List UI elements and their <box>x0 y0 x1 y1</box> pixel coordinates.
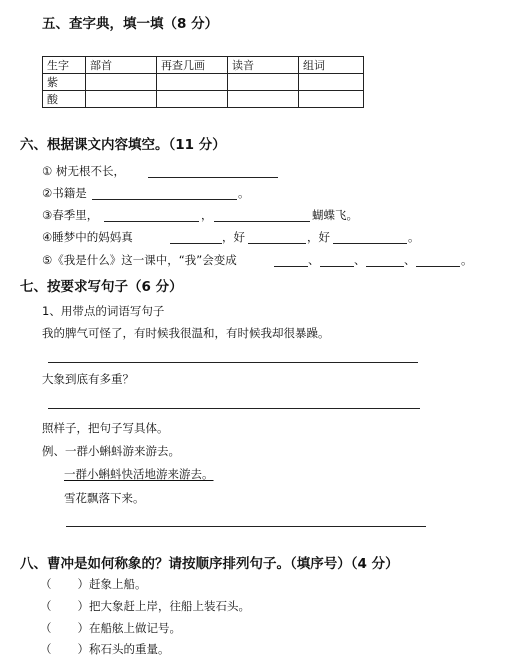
sentence: 雪花飘落下来。 <box>64 491 145 505</box>
section7-title: 七、按要求写句子（6 分） <box>20 279 183 295</box>
blank-line[interactable] <box>320 266 354 267</box>
blank-line[interactable] <box>248 243 306 244</box>
answer-cell[interactable] <box>157 74 228 91</box>
punct: 。 <box>238 186 250 200</box>
answer-cell[interactable] <box>299 74 364 91</box>
blank-line[interactable] <box>170 243 222 244</box>
paren-open: （ <box>40 621 52 635</box>
order-text: 在船舷上做记号。 <box>89 621 181 635</box>
order-item <box>40 620 181 636</box>
section8-title: 八、曹冲是如何称象的？请按顺序排列句子。（填序号）（4 分） <box>20 556 399 572</box>
punct: 、 <box>308 253 320 267</box>
blank-line[interactable] <box>214 221 310 222</box>
example-answer: 一群小蝌蚪快活地游来游去。 <box>64 467 214 481</box>
fill-item-5: ⑤《我是什么》这一课中，“我”会变成 <box>42 253 237 267</box>
blank-line[interactable] <box>104 221 199 222</box>
blank-line[interactable] <box>92 199 237 200</box>
order-text: 赶象上船。 <box>89 577 147 591</box>
example: 例、一群小蝌蚪游来游去。 <box>42 444 180 458</box>
answer-line[interactable] <box>48 408 420 409</box>
header-cell: 部首 <box>86 57 157 74</box>
punct: 、 <box>404 253 416 267</box>
table-row <box>43 91 364 108</box>
answer-cell[interactable] <box>299 91 364 108</box>
character-cell: 酸 <box>43 91 86 108</box>
paren-open: （ <box>40 642 52 656</box>
answer-cell[interactable] <box>86 74 157 91</box>
sub-instruction: 1、用带点的词语写句子 <box>42 304 165 318</box>
section6-title: 六、根据课文内容填空。（11 分） <box>20 137 226 153</box>
blank-line[interactable] <box>333 243 407 244</box>
fill-item-3: ③春季里， <box>42 208 99 222</box>
order-item <box>40 598 250 614</box>
header-cell: 组词 <box>299 57 364 74</box>
character-cell: 紫 <box>43 74 86 91</box>
order-item <box>40 576 147 592</box>
blank-line[interactable] <box>148 177 278 178</box>
fill-item-4-mid2: ，好 <box>307 230 330 244</box>
sub-instruction: 照样子，把句子写具体。 <box>42 421 169 435</box>
punct: 、 <box>354 253 366 267</box>
blank-line[interactable] <box>366 266 404 267</box>
paren-close: ） <box>77 577 89 591</box>
paren-open: （ <box>40 577 52 591</box>
section5-title: 五、查字典，填一填（8 分） <box>42 16 219 32</box>
fill-item-2: ②书籍是 <box>42 186 87 200</box>
answer-cell[interactable] <box>86 91 157 108</box>
order-text: 称石头的重量。 <box>89 642 170 656</box>
answer-cell[interactable] <box>228 74 299 91</box>
paren-open: （ <box>40 599 52 613</box>
paren-close: ） <box>77 621 89 635</box>
answer-line[interactable] <box>66 526 426 527</box>
paren-close: ） <box>77 642 89 656</box>
header-cell: 再查几画 <box>157 57 228 74</box>
header-cell: 生字 <box>43 57 86 74</box>
sentence: 我的脾气可怪了，有时候我很温和，有时候我却很暴躁。 <box>42 326 330 340</box>
sentence: 大象到底有多重？ <box>42 372 134 386</box>
punct: ， <box>201 208 213 222</box>
order-text: 把大象赶上岸，往船上装石头。 <box>89 599 250 613</box>
punct: 。 <box>408 230 420 244</box>
punct: 。 <box>461 253 473 267</box>
blank-line[interactable] <box>416 266 460 267</box>
fill-item-4: ④睡梦中的妈妈真 <box>42 230 133 244</box>
order-item <box>40 641 170 657</box>
table-header-row <box>43 57 364 74</box>
paren-close: ） <box>77 599 89 613</box>
fill-item-4-mid1: ，好 <box>222 230 245 244</box>
answer-line[interactable] <box>48 362 418 363</box>
blank-line[interactable] <box>274 266 308 267</box>
fill-item-3-end: 蝴蝶飞。 <box>312 208 358 222</box>
header-cell: 读音 <box>228 57 299 74</box>
answer-cell[interactable] <box>157 91 228 108</box>
table-row <box>43 74 364 91</box>
fill-item-1: ① 树无根不长， <box>42 164 125 178</box>
answer-cell[interactable] <box>228 91 299 108</box>
dictionary-table <box>42 56 364 108</box>
